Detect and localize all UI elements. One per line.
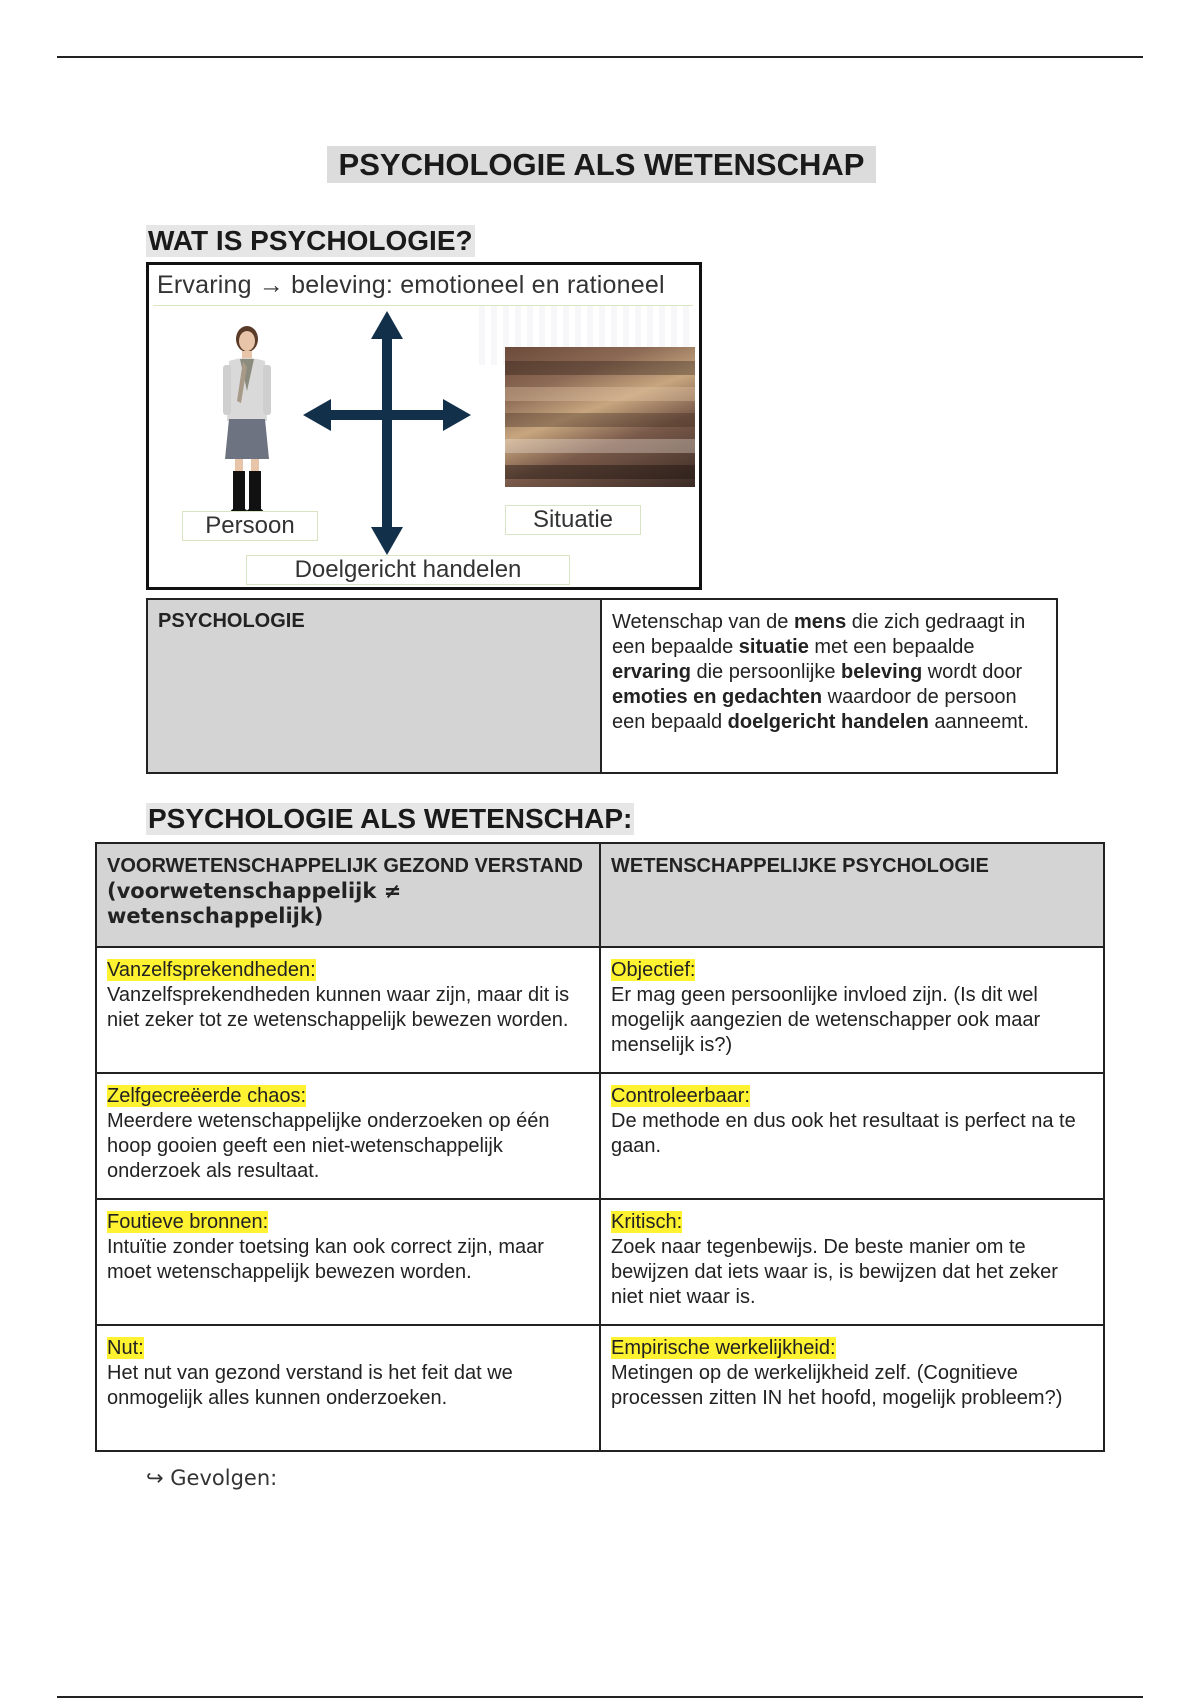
- cell-left: [96, 1073, 600, 1199]
- cell-text: Intuïtie zonder toetsing kan ook correct zijn, maar moet wetenschappelijk bewezen worden.: [107, 1236, 544, 1283]
- cell-right: [600, 1073, 1104, 1199]
- top-rule: [57, 56, 1143, 58]
- cell-text: Metingen op de werkelijkheid zelf. (Cognitieve processen zitten IN het hoofd, mogelijk probleem?): [611, 1362, 1063, 1409]
- cell-title: Controleerbaar:: [611, 1085, 750, 1107]
- comparison-table: [95, 842, 1105, 1452]
- cell-title: Empirische werkelijkheid:: [611, 1337, 836, 1359]
- table-row: [96, 1325, 1104, 1451]
- cell-right: [600, 1325, 1104, 1451]
- person-label: Persoon: [182, 511, 318, 541]
- cell-text: De methode en dus ook het resultaat is perfect na te gaan.: [611, 1110, 1076, 1157]
- psychology-diagram: [146, 262, 702, 590]
- goal-label: Doelgericht handelen: [246, 555, 570, 585]
- cell-text: Het nut van gezond verstand is het feit dat we onmogelijk alles kunnen onderzoeken.: [107, 1362, 513, 1409]
- cell-left: [96, 947, 600, 1073]
- definition-term: PSYCHOLOGIE: [147, 599, 601, 773]
- cell-left: [96, 1199, 600, 1325]
- cell-text: Zoek naar tegenbewijs. De beste manier om te bewijzen dat iets waar is, is bewijzen dat het zeker niet niet waar is.: [611, 1236, 1058, 1308]
- cell-left: [96, 1325, 600, 1451]
- section-heading-what-is: WAT IS PSYCHOLOGIE?: [148, 225, 473, 256]
- bottom-rule: [57, 1696, 1143, 1698]
- diagram-caption: Ervaring → beleving: emotioneel en rationeel: [157, 271, 665, 299]
- definition-table: [146, 598, 1058, 774]
- cell-title: Zelfgecreëerde chaos:: [107, 1085, 307, 1107]
- header-common-sense-sub: (voorwetenschappelijk ≠ wetenschappelijk): [107, 879, 402, 928]
- table-header-row: [96, 843, 1104, 947]
- definition-text: Wetenschap van de mens die zich gedraagt in een bepaalde situatie met een bepaalde ervaring die persoonlijke beleving wordt door emoties en gedachten waardoor de persoon een bepaald doelgericht handelen aanneemt.: [601, 599, 1057, 773]
- cell-title: Vanzelfsprekendheden:: [107, 959, 316, 981]
- header-common-sense: [96, 843, 600, 947]
- table-row: [96, 947, 1104, 1073]
- page-title: PSYCHOLOGIE ALS WETENSCHAP: [327, 146, 876, 183]
- header-common-sense-title: VOORWETENSCHAPPELIJK GEZOND VERSTAND: [107, 855, 583, 877]
- table-row: [96, 1199, 1104, 1325]
- consequences-note: ↪ Gevolgen:: [146, 1466, 278, 1490]
- section-heading-science: PSYCHOLOGIE ALS WETENSCHAP:: [148, 803, 633, 834]
- cell-text: Vanzelfsprekendheden kunnen waar zijn, maar dit is niet zeker tot ze wetenschappelijk bewezen worden.: [107, 984, 570, 1031]
- situation-label: Situatie: [505, 505, 641, 535]
- cell-title: Objectief:: [611, 959, 696, 981]
- classroom-photo: [505, 347, 695, 487]
- cell-text: Meerdere wetenschappelijke onderzoeken op één hoop gooien geeft een niet-wetenschappelijk onderzoek als resultaat.: [107, 1110, 550, 1182]
- cell-title: Foutieve bronnen:: [107, 1211, 269, 1233]
- table-row: [96, 1073, 1104, 1199]
- cell-text: Er mag geen persoonlijke invloed zijn. (Is dit wel mogelijk aangezien de wetenschapper ook maar menselijk is?): [611, 984, 1041, 1056]
- cell-title: Kritisch:: [611, 1211, 683, 1233]
- cell-right: [600, 947, 1104, 1073]
- cell-title: Nut:: [107, 1337, 144, 1359]
- cell-right: [600, 1199, 1104, 1325]
- header-scientific: WETENSCHAPPELIJKE PSYCHOLOGIE: [600, 843, 1104, 947]
